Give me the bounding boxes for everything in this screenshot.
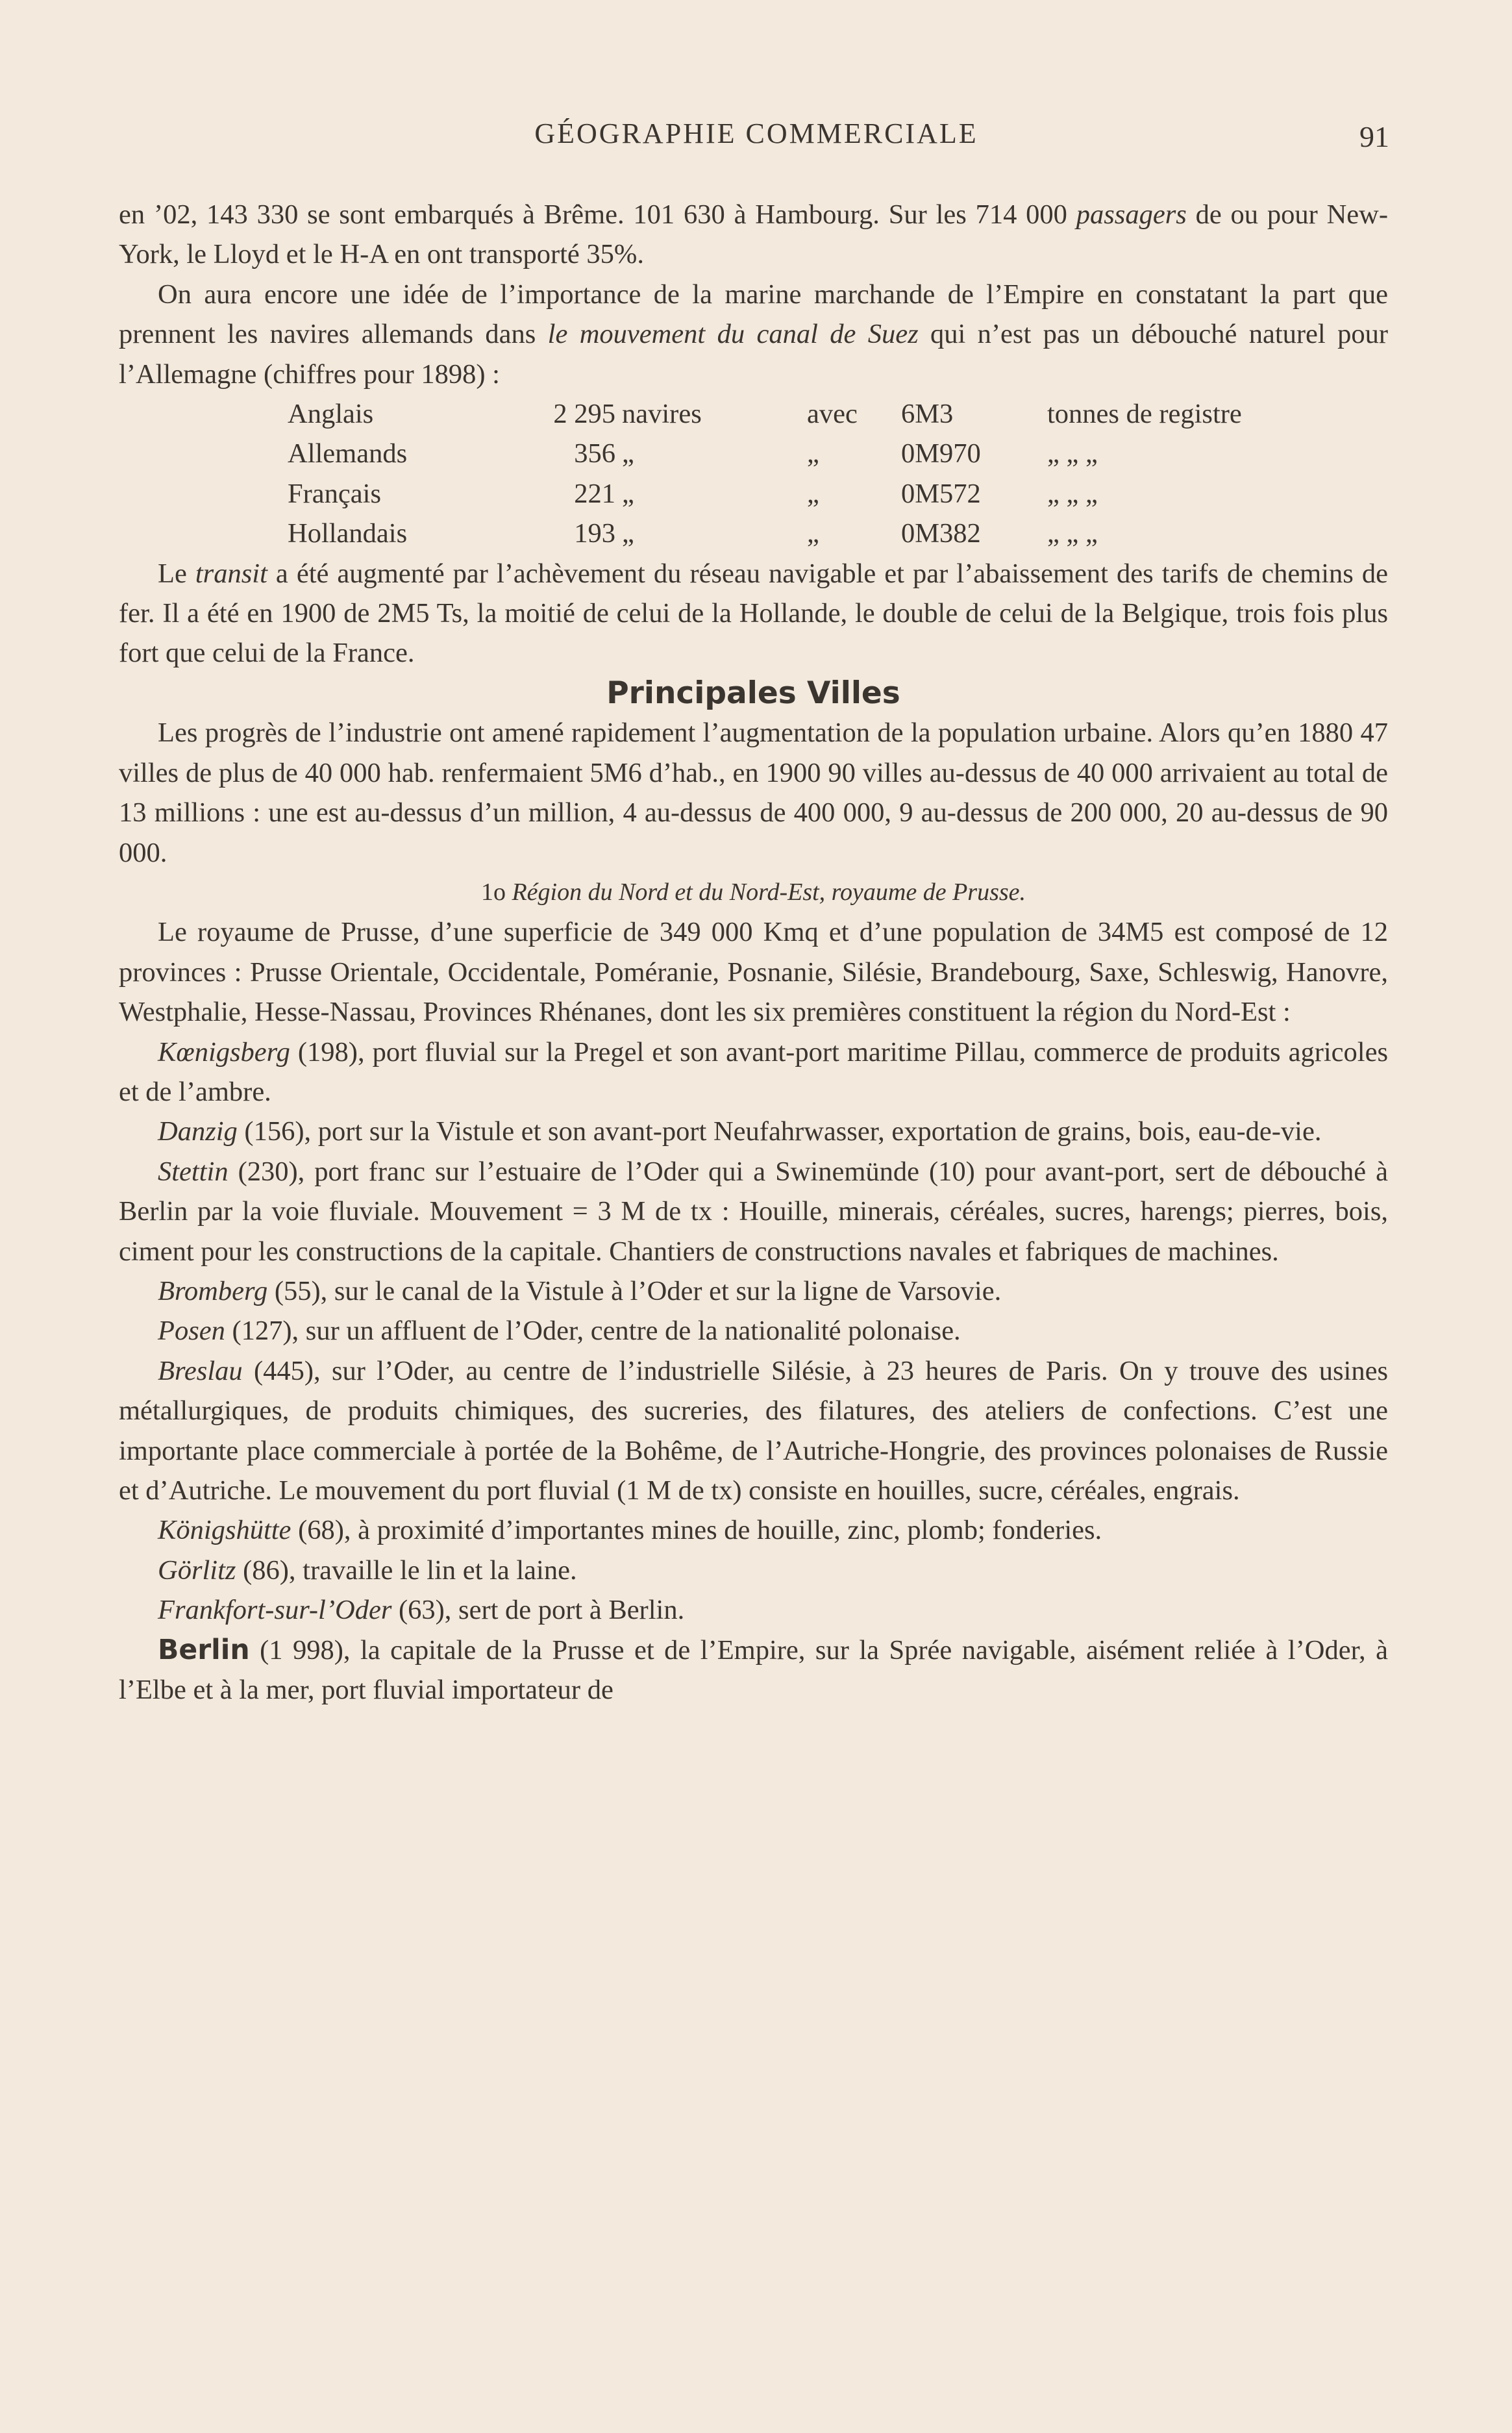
- table-cell-tail: „ „ „: [1047, 518, 1098, 549]
- city-name: Breslau: [158, 1355, 243, 1386]
- paragraph-hamburg: en ’02, 143 330 se sont embarqués à Brême. 101 630 à Hambourg. Sur les 714 000 passagers de ou pour New-York, le Lloyd et le H-A en ont transporté 35%.: [119, 199, 1388, 270]
- city-name: Görlitz: [158, 1554, 236, 1586]
- table-cell-nation: Allemands: [288, 438, 408, 469]
- table-cell-with: „: [807, 518, 819, 549]
- city-description: (127), sur un affluent de l’Oder, centre de la nationalité polonaise.: [225, 1316, 961, 1347]
- table-cell-unit: navires: [622, 399, 702, 430]
- page-header: [123, 110, 1389, 162]
- suez-shipping-table: [288, 394, 1294, 554]
- city-name: Bromberg: [158, 1275, 268, 1306]
- running-title: GÉOGRAPHIE COMMERCIALE: [534, 118, 978, 149]
- city-entry: [119, 1551, 1388, 1590]
- paragraph-villes: Les progrès de l’industrie ont amené rapidement l’augmentation de la population urbaine. Alors qu’en 1880 47 villes de plus de 40 000 hab. renfermaient 5M6 d’hab., en 1900 90 villes au-dessus de 40 000 arrivaient au total de 13 millions : une est au-dessus d’un million, 4 au-dessus de 400 000, 9 au-dessus de 200 000, 20 au-dessus de 90 000.: [119, 717, 1388, 868]
- table-cell-tonnage: 0M572: [901, 478, 981, 509]
- paragraph-prusse: Le royaume de Prusse, d’une superficie de 349 000 Kmq et d’une population de 34M5 est composé de 12 provinces : Prusse Orientale, Occidentale, Poméranie, Posnanie, Silésie, Brandebourg, Saxe, Schleswig, Hanovre, Westphalie, Hesse-Nassau, Provinces Rhénanes, dont les six premières constituent la région du Nord-Est :: [119, 917, 1388, 1028]
- page-number: 91: [1359, 120, 1389, 153]
- table-cell-unit: „: [622, 438, 634, 469]
- table-cell-tonnage: 6M3: [901, 399, 954, 430]
- city-name: Königshütte: [158, 1515, 291, 1546]
- section-title: Principales Villes: [606, 675, 900, 711]
- city-entry: [119, 1311, 1388, 1351]
- city-description: (156), port sur la Vistule et son avant-port Neufahrwasser, exportation de grains, bois, eau-de-vie.: [237, 1116, 1322, 1147]
- city-entry-berlin: Berlin (1 998), la capitale de la Prusse et de l’Empire, sur la Sprée navigable, aisément reliée à l’Oder, à l’Elbe et à la mer, port fluvial importateur de: [119, 1634, 1388, 1706]
- city-description: (63), sert de port à Berlin.: [391, 1595, 685, 1626]
- table-cell-count: 221: [574, 478, 615, 509]
- city-name: Stettin: [158, 1156, 229, 1187]
- city-entry: [119, 1590, 1388, 1630]
- city-entry: [119, 1152, 1388, 1271]
- city-name: Kœnigsberg: [158, 1036, 290, 1067]
- city-description: (198), port fluvial sur la Pregel et son avant-port maritime Pillau, commerce de produits agricoles et de l’ambre.: [119, 1036, 1388, 1107]
- table-cell-tail: „ „ „: [1047, 438, 1098, 469]
- city-name: Posen: [158, 1316, 225, 1347]
- city-description: (68), à proximité d’importantes mines de houille, zinc, plomb; fonderies.: [291, 1515, 1102, 1546]
- city-name: Danzig: [158, 1116, 238, 1147]
- city-description: (445), sur l’Oder, au centre de l’industrielle Silésie, à 23 heures de Paris. On y trouve des usines métallurgiques, de produits chimiques, des sucreries, des filatures, des ateliers de confections. C’est une importante place commerciale à portée de la Bohême, de l’Autriche-Hongrie, des provinces polonaises de Russie et d’Autriche. Le mouvement du port fluvial (1 M de tx) consiste en houilles, sucre, céréales, engrais.: [119, 1355, 1388, 1506]
- table-cell-with: „: [807, 438, 819, 469]
- city-list: [119, 1032, 1388, 1630]
- table-cell-count: 2 295: [553, 399, 615, 430]
- table-cell-with: avec: [807, 399, 858, 430]
- table-row: [288, 514, 1294, 553]
- table-row: [288, 474, 1294, 514]
- city-entry: [119, 1271, 1388, 1311]
- body-text: [119, 195, 1388, 1710]
- table-cell-count: 193: [574, 518, 615, 549]
- table-cell-tonnage: 0M970: [901, 438, 981, 469]
- city-description: (86), travaille le lin et la laine.: [236, 1554, 577, 1586]
- table-cell-tonnage: 0M382: [901, 518, 981, 549]
- city-description: (230), port franc sur l’estuaire de l’Oder qui a Swinemünde (10) pour avant-port, sert de débouché à Berlin par la voie fluviale. Mouvement = 3 M de tx : Houille, minerais, céréales, sucres, harengs; pierres, bois, ciment pour les constructions de la capitale. Chantiers de constructions navales et fabriques de machines.: [119, 1156, 1388, 1267]
- table-row: [288, 434, 1294, 473]
- city-entry: [119, 1112, 1388, 1151]
- subsection-title: 1o Région du Nord et du Nord-Est, royaume de Prusse.: [480, 878, 1026, 906]
- table-cell-nation: Anglais: [288, 399, 374, 430]
- city-entry: [119, 1351, 1388, 1511]
- table-cell-nation: Hollandais: [288, 518, 408, 549]
- city-description: (55), sur le canal de la Vistule à l’Oder et sur la ligne de Varsovie.: [267, 1275, 1002, 1306]
- table-cell-count: 356: [574, 438, 615, 469]
- table-cell-with: „: [807, 478, 819, 509]
- table-cell-tail: „ „ „: [1047, 478, 1098, 509]
- table-cell-nation: Français: [288, 478, 381, 509]
- city-entry: [119, 1032, 1388, 1112]
- table-cell-unit: „: [622, 518, 634, 549]
- table-row: [288, 394, 1294, 434]
- city-entry: [119, 1510, 1388, 1550]
- paragraph-transit: Le transit a été augmenté par l’achèvement du réseau navigable et par l’abaissement des tarifs de chemins de fer. Il a été en 1900 de 2M5 Ts, la moitié de celui de la Hollande, le double de celui de la Belgique, trois fois plus fort que celui de la France.: [119, 558, 1388, 669]
- paragraph-suez: On aura encore une idée de l’importance de la marine marchande de l’Empire en constatant la part que prennent les navires allemands dans le mouvement du canal de Suez qui n’est pas un débouché naturel pour l’Allemagne (chiffres pour 1898) :: [119, 279, 1388, 390]
- city-name: Frankfort-sur-l’Oder: [158, 1595, 392, 1626]
- table-cell-tail: tonnes de registre: [1047, 399, 1242, 430]
- table-cell-unit: „: [622, 478, 634, 509]
